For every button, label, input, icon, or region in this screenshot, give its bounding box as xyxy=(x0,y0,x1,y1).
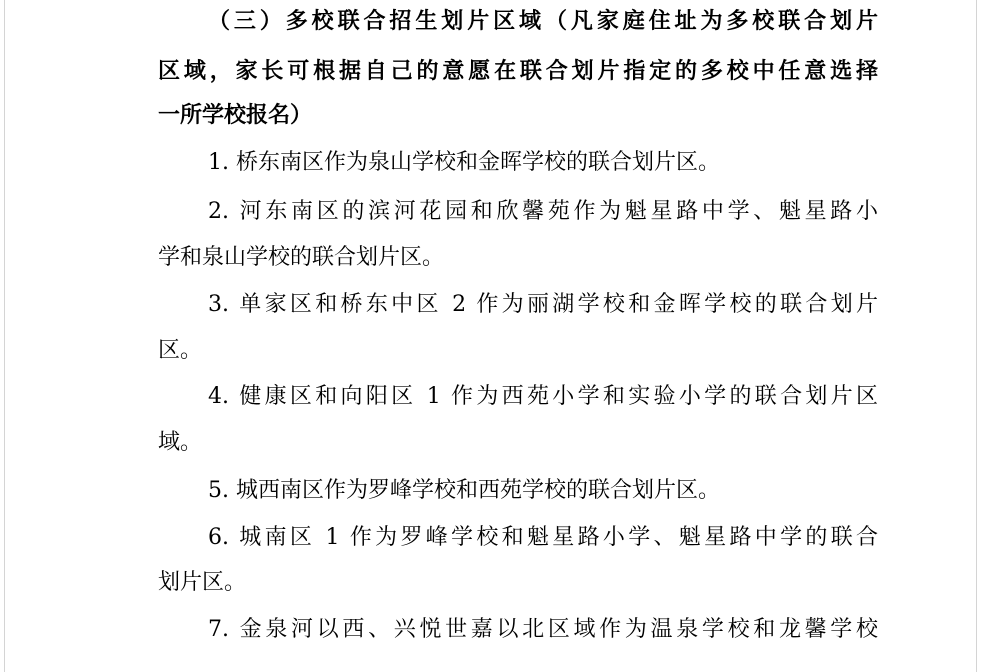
document-page xyxy=(158,0,878,672)
section-heading-line-2: 区域，家长可根据自己的意愿在联合划片指定的多校中任意选择 xyxy=(158,58,878,84)
list-item-1-line-1: 1. 桥东南区作为泉山学校和金晖学校的联合划片区。 xyxy=(208,150,720,175)
list-item-3-line-2: 区。 xyxy=(158,338,203,363)
page-left-border xyxy=(4,0,5,672)
page-right-border xyxy=(976,0,977,672)
section-heading-line-1: （三）多校联合招生划片区域（凡家庭住址为多校联合划片 xyxy=(208,8,878,34)
list-item-4-line-2: 域。 xyxy=(158,430,203,455)
section-heading-line-3: 一所学校报名） xyxy=(158,102,313,128)
list-item-4-line-1: 4. 健康区和向阳区 1 作为西苑小学和实验小学的联合划片区 xyxy=(208,384,878,409)
list-item-3-line-1: 3. 单家区和桥东中区 2 作为丽湖学校和金晖学校的联合划片 xyxy=(208,292,878,317)
list-item-7-line-1: 7. 金泉河以西、兴悦世嘉以北区域作为温泉学校和龙馨学校 xyxy=(208,617,878,642)
list-item-2-line-1: 2. 河东南区的滨河花园和欣馨苑作为魁星路中学、魁星路小 xyxy=(208,199,878,224)
list-item-5-line-1: 5. 城西南区作为罗峰学校和西苑学校的联合划片区。 xyxy=(208,478,720,503)
list-item-6-line-2: 划片区。 xyxy=(158,570,247,595)
list-item-6-line-1: 6. 城南区 1 作为罗峰学校和魁星路小学、魁星路中学的联合 xyxy=(208,525,878,550)
list-item-2-line-2: 学和泉山学校的联合划片区。 xyxy=(158,245,445,270)
